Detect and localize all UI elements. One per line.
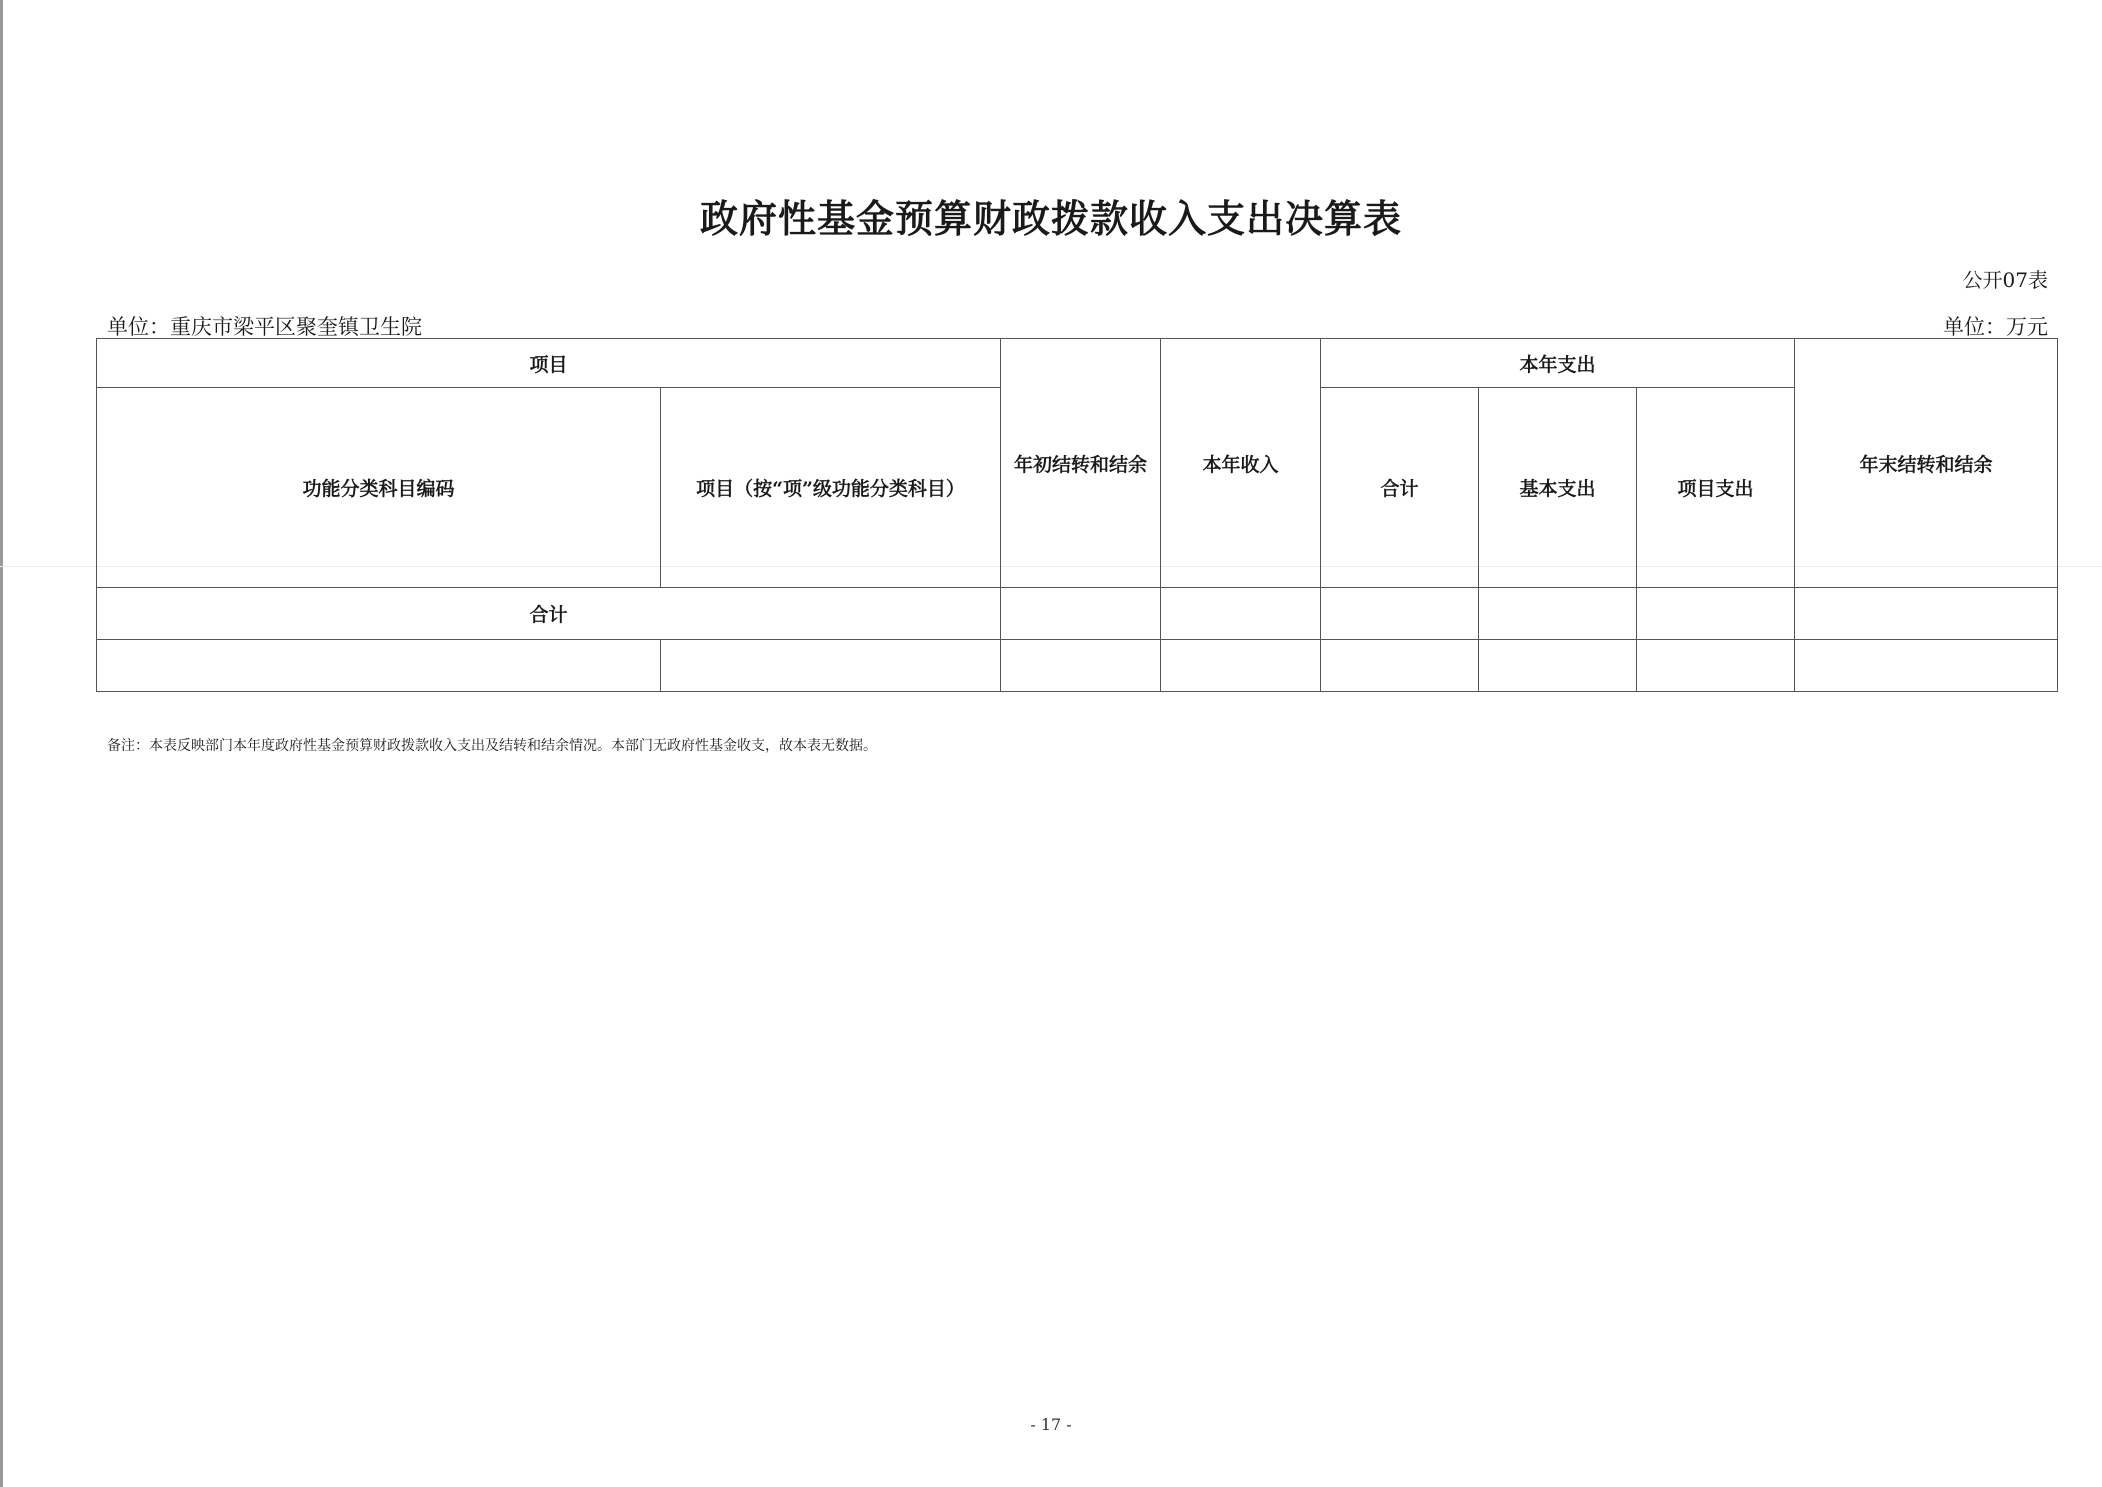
header-exp-project: 项目支出 — [1637, 388, 1795, 588]
header-end-balance: 年末结转和结余 — [1795, 339, 2058, 588]
header-exp-basic: 基本支出 — [1479, 388, 1637, 588]
page-title: 政府性基金预算财政拨款收入支出决算表 — [699, 196, 1402, 241]
table-cell — [1001, 640, 1161, 692]
table-cell — [1321, 640, 1479, 692]
total-row — [97, 588, 2058, 640]
header-begin-balance: 年初结转和结余 — [1001, 339, 1161, 588]
table-cell — [1795, 640, 2058, 692]
footnote: 备注：本表反映部门本年度政府性基金预算财政拨款收入支出及结转和结余情况。本部门无政府性基金收支，故本表无数据。 — [107, 738, 877, 754]
form-number: 公开07表 — [1962, 268, 2048, 292]
header-exp-total: 合计 — [1321, 388, 1479, 588]
page-number: - 17 - — [1030, 1415, 1072, 1434]
header-income: 本年收入 — [1161, 339, 1321, 588]
table-cell — [661, 640, 1001, 692]
total-label: 合计 — [97, 588, 1001, 640]
header-func-code: 功能分类科目编码 — [97, 388, 661, 588]
header-item-by-level: 项目（按“项”级功能分类科目） — [661, 388, 1001, 588]
table-cell — [97, 640, 661, 692]
total-cell — [1637, 588, 1795, 640]
total-cell — [1795, 588, 2058, 640]
table-cell — [1637, 640, 1795, 692]
total-cell — [1321, 588, 1479, 640]
table-row — [97, 640, 2058, 692]
total-cell — [1479, 588, 1637, 640]
total-cell — [1161, 588, 1321, 640]
table-cell — [1479, 640, 1637, 692]
header-item: 项目 — [97, 339, 1001, 388]
header-row-1 — [97, 339, 2058, 388]
header-expenditure: 本年支出 — [1321, 339, 1795, 388]
budget-table — [96, 338, 2058, 692]
table-cell — [1161, 640, 1321, 692]
unit-organization: 单位：重庆市梁平区聚奎镇卫生院 — [107, 315, 422, 339]
total-cell — [1001, 588, 1161, 640]
unit-currency: 单位：万元 — [1943, 315, 2048, 339]
